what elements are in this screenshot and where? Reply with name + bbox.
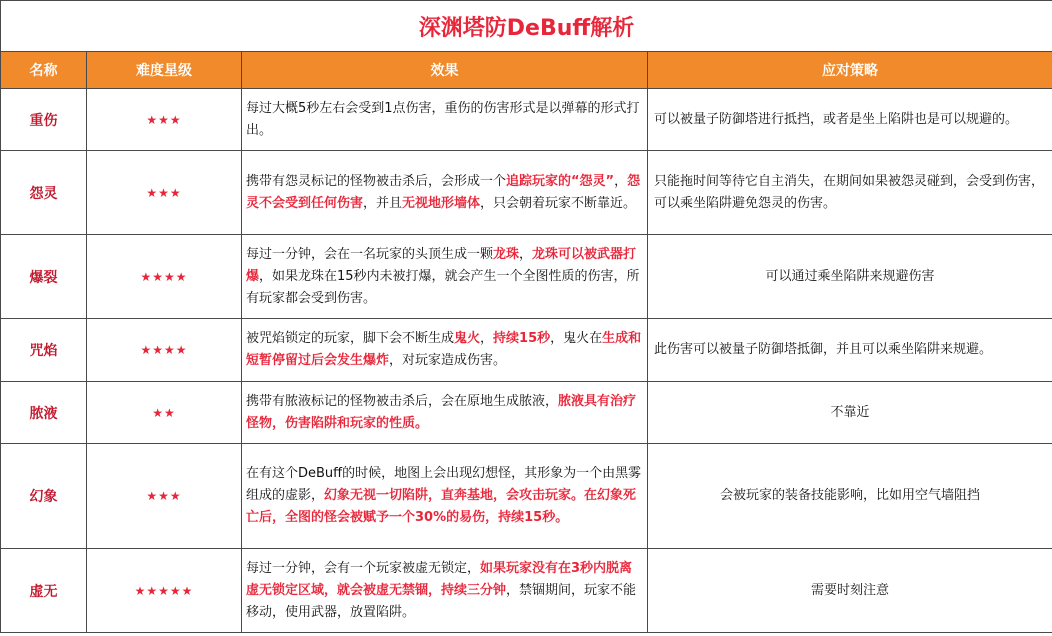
debuff-name: 爆裂 (1, 235, 87, 319)
effect-text (242, 382, 648, 444)
difficulty-stars: ★★ (87, 382, 242, 444)
counter-text: 不靠近 (648, 382, 1052, 444)
table-row (1, 444, 1052, 549)
effect-highlight: 如果玩家没有在3秒内脱离虚无锁定区域，就会被虚无禁锢，持续三分钟 (246, 560, 633, 598)
effect-segment: ，对玩家造成伤害。 (389, 353, 507, 368)
effect-text (242, 444, 648, 549)
difficulty-stars: ★★★ (87, 89, 242, 151)
effect-segment: 携带有脓液标记的怪物被击杀后，会在原地生成脓液， (246, 393, 559, 409)
debuff-name: 幻象 (1, 444, 87, 549)
effect-segment: 在有这个DeBuff的时候，地图上会出现幻想怪，其形象为一个由黑雾组成的虚影， (246, 466, 642, 503)
effect-highlight: 持续15秒 (493, 331, 551, 346)
header-row (1, 52, 1052, 89)
table-row (1, 382, 1052, 444)
effect-segment: ， (480, 331, 494, 346)
table-row (1, 549, 1052, 633)
difficulty-stars: ★★★ (87, 444, 242, 549)
effect-text (242, 319, 648, 382)
table-row (1, 89, 1052, 151)
effect-segment: 被咒焰锁定的玩家，脚下会不断生成 (246, 331, 455, 346)
counter-text: 可以通过乘坐陷阱来规避伤害 (648, 235, 1052, 319)
table-row (1, 235, 1052, 319)
debuff-name: 咒焰 (1, 319, 87, 382)
debuff-name: 怨灵 (1, 151, 87, 235)
counter-text: 可以被量子防御塔进行抵挡，或者是坐上陷阱也是可以规避的。 (648, 89, 1052, 151)
debuff-name: 重伤 (1, 89, 87, 151)
debuff-name: 虚无 (1, 549, 87, 633)
effect-segment: ，只会朝着玩家不断靠近。 (480, 195, 637, 211)
page-title: 深渊塔防DeBuff解析 (1, 1, 1052, 52)
effect-highlight: 生成和短暂停留过后会发生爆炸 (246, 331, 642, 368)
effect-text (242, 89, 648, 151)
difficulty-stars: ★★★★★ (87, 549, 242, 633)
counter-text: 此伤害可以被量子防御塔抵御，并且可以乘坐陷阱来规避。 (648, 319, 1052, 382)
effect-segment: ， (519, 246, 533, 262)
debuff-name: 脓液 (1, 382, 87, 444)
effect-highlight: 幻象无视一切陷阱，直奔基地，会攻击玩家。在幻象死亡后，全图的怪会被赋予一个30%的易伤，持续15秒。 (246, 488, 637, 525)
table-row (1, 151, 1052, 235)
effect-segment: 每过一分钟，会在一名玩家的头顶生成一颗 (246, 246, 494, 262)
effect-text (242, 151, 648, 235)
effect-segment: ， (614, 173, 628, 189)
effect-segment: ，禁锢期间，玩家不能移动，使用武器，放置陷阱。 (246, 582, 637, 620)
header-difficulty: 难度星级 (87, 52, 242, 89)
header-counter: 应对策略 (648, 52, 1052, 89)
effect-segment: ，鬼火在 (550, 331, 603, 346)
effect-text (242, 549, 648, 633)
effect-text (242, 235, 648, 319)
table-row (1, 319, 1052, 382)
effect-highlight: 龙珠可以被武器打爆 (246, 246, 637, 284)
effect-segment: 携带有怨灵标记的怪物被击杀后，会形成一个 (246, 173, 507, 189)
counter-text: 只能拖时间等待它自主消失，在期间如果被怨灵碰到，会受到伤害，可以乘坐陷阱避免怨灵的伤害。 (648, 151, 1052, 235)
counter-text: 需要时刻注意 (648, 549, 1052, 633)
difficulty-stars: ★★★★ (87, 235, 242, 319)
effect-segment: ，并且 (363, 195, 403, 211)
effect-highlight: 鬼火 (454, 331, 481, 346)
counter-text: 会被玩家的装备技能影响，比如用空气墙阻挡 (648, 444, 1052, 549)
difficulty-stars: ★★★★ (87, 319, 242, 382)
header-effect: 效果 (242, 52, 648, 89)
effect-highlight: 怨灵不会受到任何伤害 (246, 173, 641, 211)
effect-segment: ，如果龙珠在15秒内未被打爆，就会产生一个全图性质的伤害，所有玩家都会受到伤害。 (246, 268, 640, 306)
difficulty-stars: ★★★ (87, 151, 242, 235)
effect-highlight: 龙珠 (493, 246, 520, 262)
effect-highlight: 脓液具有治疗怪物，伤害陷阱和玩家的性质。 (246, 393, 637, 431)
header-name: 名称 (1, 52, 87, 89)
effect-segment: 每过一分钟，会有一个玩家被虚无锁定， (246, 560, 481, 576)
effect-segment: 每过大概5秒左右会受到1点伤害，重伤的伤害形式是以弹幕的形式打出。 (246, 100, 640, 138)
effect-highlight: 追踪玩家的“怨灵” (506, 173, 615, 189)
effect-highlight: 无视地形墙体 (402, 195, 481, 211)
